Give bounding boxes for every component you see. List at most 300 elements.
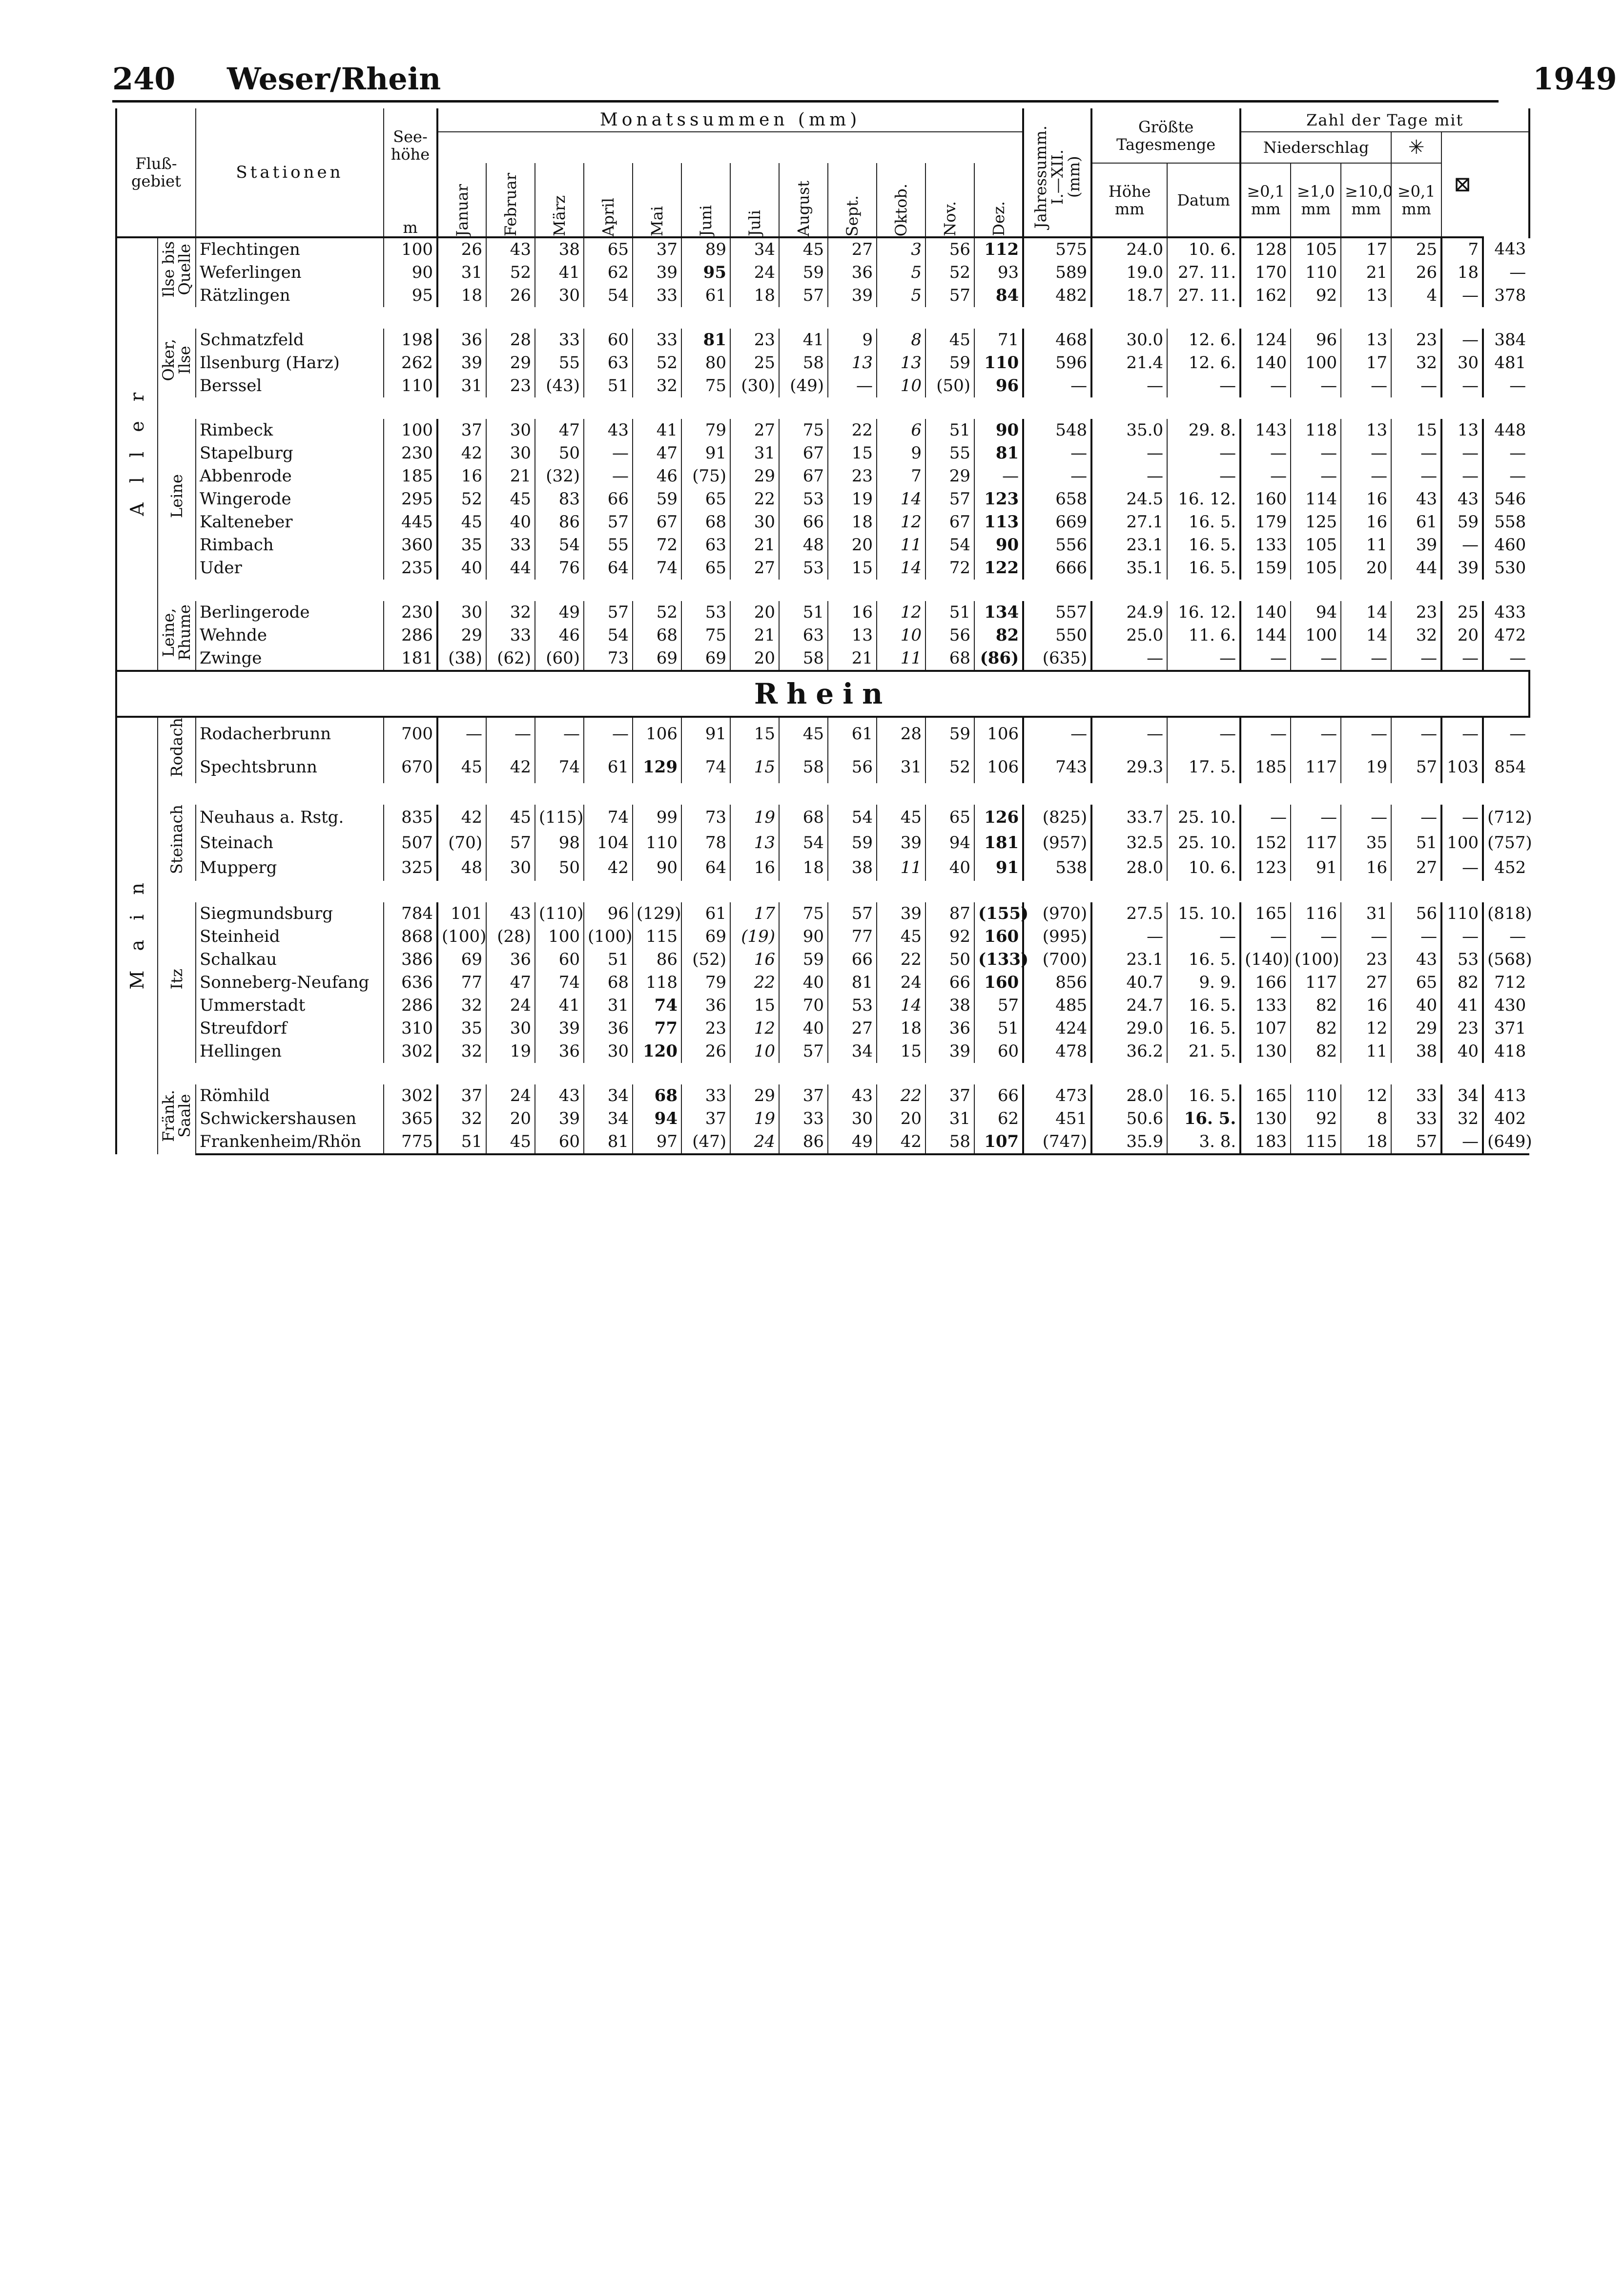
subbasin-label: Ilse bis Quelle xyxy=(158,237,196,307)
group-spacer xyxy=(158,1063,1529,1084)
value-cell: 40 xyxy=(1391,994,1441,1017)
table-row xyxy=(116,284,1529,307)
col-jahressumme: Jahressumm. I.—XII. (mm) xyxy=(1023,108,1091,237)
value-cell: 16 xyxy=(1341,994,1391,1017)
value-cell: 92 xyxy=(1291,284,1341,307)
value-cell: 30 xyxy=(486,1017,535,1040)
value-cell: 13 xyxy=(828,352,877,375)
value-cell: 27.5 xyxy=(1091,902,1167,925)
value-cell: 103 xyxy=(1441,751,1483,784)
value-cell: 34 xyxy=(584,1084,633,1107)
value-cell: 57 xyxy=(925,488,974,511)
value-cell: 110 xyxy=(1441,902,1483,925)
value-cell: 81 xyxy=(681,329,730,352)
value-cell: 57 xyxy=(925,284,974,307)
value-cell: — xyxy=(1091,442,1167,465)
value-cell: 115 xyxy=(1291,1130,1341,1154)
elevation-cell: 181 xyxy=(384,647,437,671)
value-cell: (30) xyxy=(730,375,779,397)
table-row xyxy=(116,647,1529,671)
table-row xyxy=(116,601,1529,624)
value-cell: 57 xyxy=(974,994,1023,1017)
value-cell: 74 xyxy=(633,557,681,580)
value-cell: 37 xyxy=(925,1084,974,1107)
table-row xyxy=(116,511,1529,534)
value-cell: 16. 5. xyxy=(1167,511,1240,534)
value-cell: 134 xyxy=(974,601,1023,624)
station-name: Uder xyxy=(196,557,384,580)
value-cell: 91 xyxy=(681,442,730,465)
elevation-cell: 670 xyxy=(384,751,437,784)
value-cell: 100 xyxy=(1291,624,1341,647)
value-cell: 63 xyxy=(779,624,828,647)
value-cell: 13 xyxy=(1341,284,1391,307)
elevation-cell: 310 xyxy=(384,1017,437,1040)
value-cell: — xyxy=(1483,261,1529,284)
value-cell: 12 xyxy=(877,601,925,624)
value-cell: 38 xyxy=(535,237,584,261)
value-cell: 30 xyxy=(486,419,535,442)
value-cell: 29.3 xyxy=(1091,751,1167,784)
value-cell: 58 xyxy=(925,1130,974,1154)
value-cell: 181 xyxy=(974,830,1023,855)
station-name: Weferlingen xyxy=(196,261,384,284)
value-cell: 82 xyxy=(1291,994,1341,1017)
value-cell: 460 xyxy=(1483,534,1529,557)
value-cell: 33 xyxy=(1391,1084,1441,1107)
value-cell: — xyxy=(1483,375,1529,397)
value-cell: 52 xyxy=(437,488,486,511)
value-cell: 34 xyxy=(1441,1084,1483,1107)
value-cell: 50.6 xyxy=(1091,1107,1167,1130)
value-cell: 32 xyxy=(437,1040,486,1063)
value-cell: 57 xyxy=(1391,1130,1441,1154)
value-cell: 45 xyxy=(486,805,535,830)
value-cell: 550 xyxy=(1023,624,1091,647)
value-cell: 94 xyxy=(1291,601,1341,624)
value-cell: 36 xyxy=(437,329,486,352)
value-cell: 27.1 xyxy=(1091,511,1167,534)
value-cell: 117 xyxy=(1291,751,1341,784)
value-cell: 60 xyxy=(535,1130,584,1154)
value-cell: 16 xyxy=(1341,488,1391,511)
value-cell: 105 xyxy=(1291,534,1341,557)
value-cell: 104 xyxy=(584,830,633,855)
value-cell: 31 xyxy=(437,375,486,397)
value-cell: 45 xyxy=(437,751,486,784)
value-cell: 125 xyxy=(1291,511,1341,534)
value-cell: 29.0 xyxy=(1091,1017,1167,1040)
value-cell: 45 xyxy=(925,329,974,352)
value-cell: 100 xyxy=(1291,352,1341,375)
page-title: Weser/Rhein xyxy=(227,61,441,97)
value-cell: 25 xyxy=(730,352,779,375)
value-cell: 19.0 xyxy=(1091,261,1167,284)
table-row xyxy=(116,442,1529,465)
value-cell: (568) xyxy=(1483,948,1529,971)
value-cell: 24 xyxy=(730,261,779,284)
value-cell: 37 xyxy=(779,1084,828,1107)
elevation-cell: 360 xyxy=(384,534,437,557)
value-cell: 60 xyxy=(535,948,584,971)
value-cell: 92 xyxy=(1291,1107,1341,1130)
elevation-cell: 445 xyxy=(384,511,437,534)
value-cell: 36 xyxy=(828,261,877,284)
value-cell: 31 xyxy=(584,994,633,1017)
value-cell: 39 xyxy=(535,1017,584,1040)
value-cell: 530 xyxy=(1483,557,1529,580)
value-cell: 32 xyxy=(437,994,486,1017)
value-cell: 41 xyxy=(779,329,828,352)
value-cell: 31 xyxy=(730,442,779,465)
table-row xyxy=(116,994,1529,1017)
value-cell: 31 xyxy=(1341,902,1391,925)
value-cell: 106 xyxy=(633,717,681,751)
value-cell: 21. 5. xyxy=(1167,1040,1240,1063)
value-cell: — xyxy=(1341,925,1391,948)
value-cell: — xyxy=(1240,925,1291,948)
col-niederschlag: Niederschlag xyxy=(1240,132,1391,163)
value-cell: 59 xyxy=(828,830,877,855)
value-cell: 110 xyxy=(1291,1084,1341,1107)
table-row xyxy=(116,352,1529,375)
value-cell: 106 xyxy=(974,717,1023,751)
table-row xyxy=(116,624,1529,647)
value-cell: — xyxy=(1291,375,1341,397)
value-cell: 18 xyxy=(779,855,828,881)
table-row xyxy=(116,805,1529,830)
value-cell: 53 xyxy=(779,488,828,511)
value-cell: 86 xyxy=(535,511,584,534)
value-cell: (957) xyxy=(1023,830,1091,855)
value-cell: 51 xyxy=(925,419,974,442)
subbasin-label: Oker, Ilse xyxy=(158,329,196,397)
value-cell: — xyxy=(1441,717,1483,751)
value-cell: (712) xyxy=(1483,805,1529,830)
value-cell: — xyxy=(584,465,633,488)
col-month-11: Nov. xyxy=(925,163,974,237)
value-cell: 68 xyxy=(779,805,828,830)
value-cell: 27 xyxy=(828,1017,877,1040)
value-cell: 116 xyxy=(1291,902,1341,925)
value-cell: 100 xyxy=(535,925,584,948)
station-name: Kalteneber xyxy=(196,511,384,534)
value-cell: 21 xyxy=(1341,261,1391,284)
value-cell: — xyxy=(1291,925,1341,948)
value-cell: 34 xyxy=(730,237,779,261)
value-cell: 91 xyxy=(1291,855,1341,881)
value-cell: 43 xyxy=(1391,948,1441,971)
value-cell: 52 xyxy=(633,601,681,624)
value-cell: 19 xyxy=(730,1107,779,1130)
value-cell: — xyxy=(1391,647,1441,671)
value-cell: 90 xyxy=(633,855,681,881)
value-cell: (62) xyxy=(486,647,535,671)
value-cell: 43 xyxy=(535,1084,584,1107)
value-cell: 13 xyxy=(730,830,779,855)
elevation-cell: 100 xyxy=(384,237,437,261)
value-cell: 123 xyxy=(1240,855,1291,881)
group-spacer xyxy=(158,783,1529,805)
value-cell: 117 xyxy=(1291,830,1341,855)
station-name: Siegmundsburg xyxy=(196,902,384,925)
value-cell: 39 xyxy=(437,352,486,375)
value-cell: 13 xyxy=(1341,329,1391,352)
value-cell: 16 xyxy=(730,948,779,971)
value-cell: — xyxy=(1240,442,1291,465)
value-cell: — xyxy=(1441,925,1483,948)
elevation-cell: 775 xyxy=(384,1130,437,1154)
value-cell: 48 xyxy=(437,855,486,881)
station-name: Spechtsbrunn xyxy=(196,751,384,784)
value-cell: 87 xyxy=(925,902,974,925)
value-cell: 70 xyxy=(779,994,828,1017)
value-cell: 12 xyxy=(1341,1017,1391,1040)
value-cell: 478 xyxy=(1023,1040,1091,1063)
value-cell: 26 xyxy=(437,237,486,261)
value-cell: 39 xyxy=(877,902,925,925)
value-cell: 30 xyxy=(486,855,535,881)
value-cell: (70) xyxy=(437,830,486,855)
col-threshold-4: ≥0,1 mm xyxy=(1391,163,1441,237)
col-zahl-tage: Zahl der Tage mit xyxy=(1240,108,1529,132)
value-cell: 36 xyxy=(925,1017,974,1040)
value-cell: 40 xyxy=(779,1017,828,1040)
header-rule xyxy=(112,100,1499,103)
col-month-3: März xyxy=(535,163,584,237)
value-cell: 16 xyxy=(1341,511,1391,534)
value-cell: 56 xyxy=(925,624,974,647)
value-cell: 86 xyxy=(633,948,681,971)
value-cell: 65 xyxy=(925,805,974,830)
value-cell: 162 xyxy=(1240,284,1291,307)
value-cell: 58 xyxy=(779,352,828,375)
value-cell: (100) xyxy=(1291,948,1341,971)
table-row xyxy=(116,375,1529,397)
value-cell: 56 xyxy=(828,751,877,784)
value-cell: 66 xyxy=(925,971,974,994)
value-cell: 118 xyxy=(1291,419,1341,442)
value-cell: 25. 10. xyxy=(1167,805,1240,830)
value-cell: — xyxy=(1091,647,1167,671)
value-cell: 65 xyxy=(1391,971,1441,994)
value-cell: (133) xyxy=(974,948,1023,971)
value-cell: 78 xyxy=(681,830,730,855)
value-cell: 129 xyxy=(633,751,681,784)
value-cell: 22 xyxy=(877,948,925,971)
value-cell: 481 xyxy=(1483,352,1529,375)
hail-icon: ⊠ xyxy=(1441,132,1483,237)
value-cell: 16 xyxy=(437,465,486,488)
value-cell: 23 xyxy=(1391,601,1441,624)
station-name: Rimbeck xyxy=(196,419,384,442)
elevation-cell: 230 xyxy=(384,442,437,465)
value-cell: 40 xyxy=(486,511,535,534)
value-cell: 86 xyxy=(779,1130,828,1154)
value-cell: 16. 5. xyxy=(1167,534,1240,557)
value-cell: 11 xyxy=(877,534,925,557)
value-cell: (129) xyxy=(633,902,681,925)
value-cell: (28) xyxy=(486,925,535,948)
value-cell: 51 xyxy=(584,948,633,971)
value-cell: 53 xyxy=(1441,948,1483,971)
section-rhein xyxy=(116,717,1532,1154)
value-cell: 96 xyxy=(584,902,633,925)
value-cell: 24.7 xyxy=(1091,994,1167,1017)
value-cell: 23.1 xyxy=(1091,534,1167,557)
value-cell: 30 xyxy=(828,1107,877,1130)
year: 1949 xyxy=(1533,61,1617,97)
value-cell: 126 xyxy=(974,805,1023,830)
value-cell: 122 xyxy=(974,557,1023,580)
value-cell: 16. 12. xyxy=(1167,488,1240,511)
value-cell: 17 xyxy=(1341,237,1391,261)
value-cell: 402 xyxy=(1483,1107,1529,1130)
value-cell: — xyxy=(1441,375,1483,397)
col-threshold-3: ≥10,0 mm xyxy=(1341,163,1391,237)
value-cell: 43 xyxy=(1441,488,1483,511)
elevation-cell: 302 xyxy=(384,1084,437,1107)
river-label: A l l e r xyxy=(116,237,158,671)
value-cell: 16 xyxy=(730,855,779,881)
value-cell: (970) xyxy=(1023,902,1091,925)
value-cell: — xyxy=(1441,805,1483,830)
value-cell: 73 xyxy=(584,647,633,671)
value-cell: 12 xyxy=(1341,1084,1391,1107)
value-cell: 9 xyxy=(828,329,877,352)
value-cell: 13 xyxy=(828,624,877,647)
value-cell: 33 xyxy=(1391,1107,1441,1130)
value-cell: 34 xyxy=(828,1040,877,1063)
value-cell: 45 xyxy=(877,805,925,830)
elevation-cell: 507 xyxy=(384,830,437,855)
value-cell: 378 xyxy=(1483,284,1529,307)
value-cell: — xyxy=(1441,647,1483,671)
value-cell: (995) xyxy=(1023,925,1091,948)
value-cell: 575 xyxy=(1023,237,1091,261)
value-cell: 23 xyxy=(730,329,779,352)
value-cell: 57 xyxy=(584,601,633,624)
value-cell: 743 xyxy=(1023,751,1091,784)
value-cell: 40 xyxy=(925,855,974,881)
subbasin-label: Fränk. Saale xyxy=(158,1084,196,1154)
value-cell: 59 xyxy=(779,948,828,971)
subbasin-label: Steinach xyxy=(158,805,196,880)
value-cell: 33 xyxy=(779,1107,828,1130)
value-cell: 11 xyxy=(1341,1040,1391,1063)
value-cell: 16. 5. xyxy=(1167,557,1240,580)
value-cell: 21 xyxy=(730,534,779,557)
value-cell: 31 xyxy=(925,1107,974,1130)
value-cell: — xyxy=(1291,647,1341,671)
value-cell: 43 xyxy=(486,902,535,925)
value-cell: 14 xyxy=(1341,601,1391,624)
value-cell: 44 xyxy=(486,557,535,580)
value-cell: 33 xyxy=(486,624,535,647)
value-cell: — xyxy=(1291,465,1341,488)
value-cell: 72 xyxy=(925,557,974,580)
value-cell: 75 xyxy=(681,375,730,397)
value-cell: (75) xyxy=(681,465,730,488)
station-name: Neuhaus a. Rstg. xyxy=(196,805,384,830)
station-name: Ummerstadt xyxy=(196,994,384,1017)
table-row xyxy=(116,717,1529,751)
value-cell: 58 xyxy=(779,647,828,671)
value-cell: 54 xyxy=(925,534,974,557)
value-cell: 165 xyxy=(1240,902,1291,925)
value-cell: 25. 10. xyxy=(1167,830,1240,855)
elevation-cell: 100 xyxy=(384,419,437,442)
value-cell: 35.1 xyxy=(1091,557,1167,580)
value-cell: 107 xyxy=(1240,1017,1291,1040)
value-cell: (86) xyxy=(974,647,1023,671)
value-cell: — xyxy=(1341,375,1391,397)
value-cell: 13 xyxy=(877,352,925,375)
value-cell: 40 xyxy=(437,557,486,580)
page-number: 240 xyxy=(112,61,176,97)
value-cell: 68 xyxy=(925,647,974,671)
value-cell: 39 xyxy=(633,261,681,284)
value-cell: 548 xyxy=(1023,419,1091,442)
value-cell: 38 xyxy=(828,855,877,881)
station-name: Schwickershausen xyxy=(196,1107,384,1130)
value-cell: 854 xyxy=(1483,751,1529,784)
value-cell: (140) xyxy=(1240,948,1291,971)
col-month-7: Juli xyxy=(730,163,779,237)
value-cell: 39 xyxy=(1391,534,1441,557)
river-label: M a i n xyxy=(116,717,158,1154)
value-cell: 110 xyxy=(633,830,681,855)
value-cell: 35.0 xyxy=(1091,419,1167,442)
elevation-cell: 365 xyxy=(384,1107,437,1130)
value-cell: 596 xyxy=(1023,352,1091,375)
table-row xyxy=(116,1040,1529,1063)
value-cell: 15 xyxy=(730,717,779,751)
value-cell: 33.7 xyxy=(1091,805,1167,830)
value-cell: 133 xyxy=(1240,994,1291,1017)
elevation-cell: 636 xyxy=(384,971,437,994)
value-cell: — xyxy=(1167,925,1240,948)
value-cell: — xyxy=(1240,805,1291,830)
value-cell: 15 xyxy=(1391,419,1441,442)
value-cell: 51 xyxy=(437,1130,486,1154)
value-cell: 448 xyxy=(1483,419,1529,442)
table-row xyxy=(116,902,1529,925)
value-cell: 26 xyxy=(486,284,535,307)
station-name: Berssel xyxy=(196,375,384,397)
value-cell: 74 xyxy=(584,805,633,830)
value-cell: 63 xyxy=(584,352,633,375)
value-cell: 165 xyxy=(1240,1084,1291,1107)
value-cell: — xyxy=(1391,465,1441,488)
value-cell: 74 xyxy=(535,971,584,994)
section-title-rhein: Rhein xyxy=(116,671,1529,717)
value-cell: 56 xyxy=(925,237,974,261)
value-cell: 105 xyxy=(1291,237,1341,261)
value-cell: 32.5 xyxy=(1091,830,1167,855)
value-cell: 430 xyxy=(1483,994,1529,1017)
station-name: Rodacherbrunn xyxy=(196,717,384,751)
value-cell: 16. 12. xyxy=(1167,601,1240,624)
value-cell: 130 xyxy=(1240,1107,1291,1130)
value-cell: 15 xyxy=(730,994,779,1017)
value-cell: 30 xyxy=(730,511,779,534)
group-spacer xyxy=(158,397,1529,419)
elevation-cell: 386 xyxy=(384,948,437,971)
value-cell: — xyxy=(1483,717,1529,751)
value-cell: 433 xyxy=(1483,601,1529,624)
value-cell: 90 xyxy=(974,419,1023,442)
